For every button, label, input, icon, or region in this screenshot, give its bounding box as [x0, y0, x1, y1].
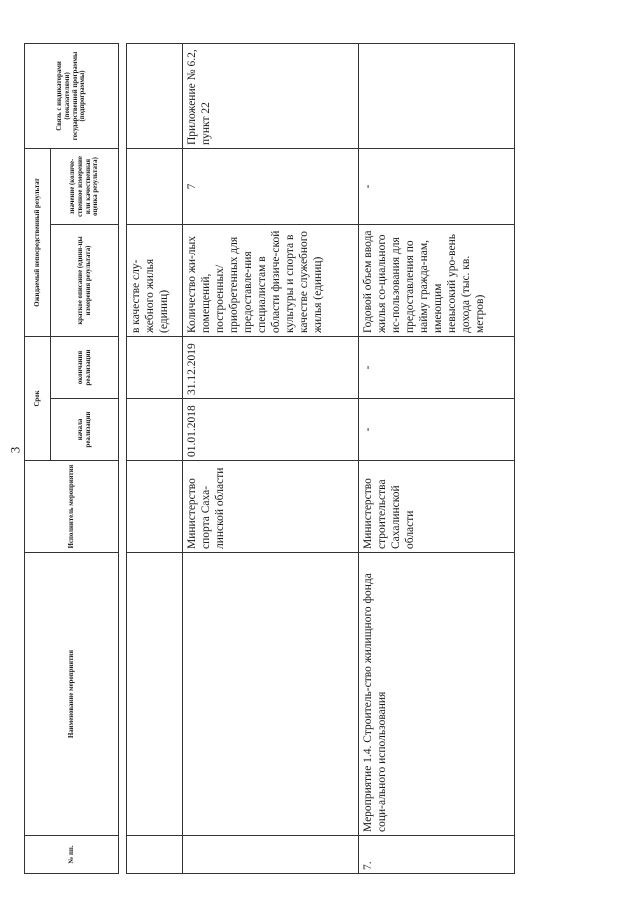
cell-link	[359, 44, 515, 149]
cell-desc: в качестве слу-жебного жилья (единиц)	[127, 225, 183, 337]
header-term-end: окончания реализации	[51, 336, 119, 398]
cell-link: Приложение № 6.2, пункт 22	[183, 44, 359, 149]
cell-start	[127, 399, 183, 461]
header-term-start: начала реализации	[51, 399, 119, 461]
header-name: Наименование мероприятия	[25, 553, 119, 836]
cell-num: 7.	[359, 836, 515, 874]
header-result-value: значение (количе-ственное измерение или качественная оценка результата)	[51, 148, 119, 224]
cell-link	[127, 44, 183, 149]
page-number: 3	[7, 446, 23, 454]
cell-num	[127, 836, 183, 874]
cell-executor: Министерство спорта Саха-линской области	[183, 461, 359, 553]
cell-name	[127, 553, 183, 836]
cell-num	[183, 836, 359, 874]
cell-executor	[127, 461, 183, 553]
table-row	[183, 44, 359, 874]
cell-value: 7	[183, 149, 359, 225]
header-result-desc: краткое описание (едини-цы измерения результата)	[51, 224, 119, 336]
table-body	[126, 43, 515, 874]
cell-desc: Годовой объем ввода жилья со-циального ис-пользования для предоставления по найму гражда-нам, имеющим невысокий уро-вень дохода (тыс. кв. метров)	[359, 225, 515, 337]
cell-end: -	[359, 337, 515, 399]
cell-start: -	[359, 399, 515, 461]
table-row	[359, 44, 515, 874]
cell-end	[127, 337, 183, 399]
table-row	[127, 44, 183, 874]
table-header	[24, 43, 119, 874]
cell-name	[183, 553, 359, 836]
cell-end: 31.12.2019	[183, 337, 359, 399]
cell-name: Мероприятие 1.4. Строитель-ство жилищного фонда соци-ального использования	[359, 553, 515, 836]
cell-value	[127, 149, 183, 225]
header-term: Срок	[25, 336, 51, 460]
header-executor: Исполнитель мероприятия	[25, 461, 119, 553]
cell-start: 01.01.2018	[183, 399, 359, 461]
header-result: Ожидаемый непосредственный результат	[25, 148, 51, 336]
cell-executor: Министерство строительства Сахалинской области	[359, 461, 515, 553]
rotated-table-canvas	[18, 34, 618, 874]
header-link: Связь с индикаторами (показателями) государственной программы (подпрограммы)	[25, 43, 119, 148]
header-num: № пп.	[25, 836, 119, 874]
cell-desc: Количество жи-лых помещений, построенных/ приобретенных для предоставле-ния специалистам в области физиче-ской культуры и спорта в качестве служебного жилья (единиц)	[183, 225, 359, 337]
cell-value: -	[359, 149, 515, 225]
